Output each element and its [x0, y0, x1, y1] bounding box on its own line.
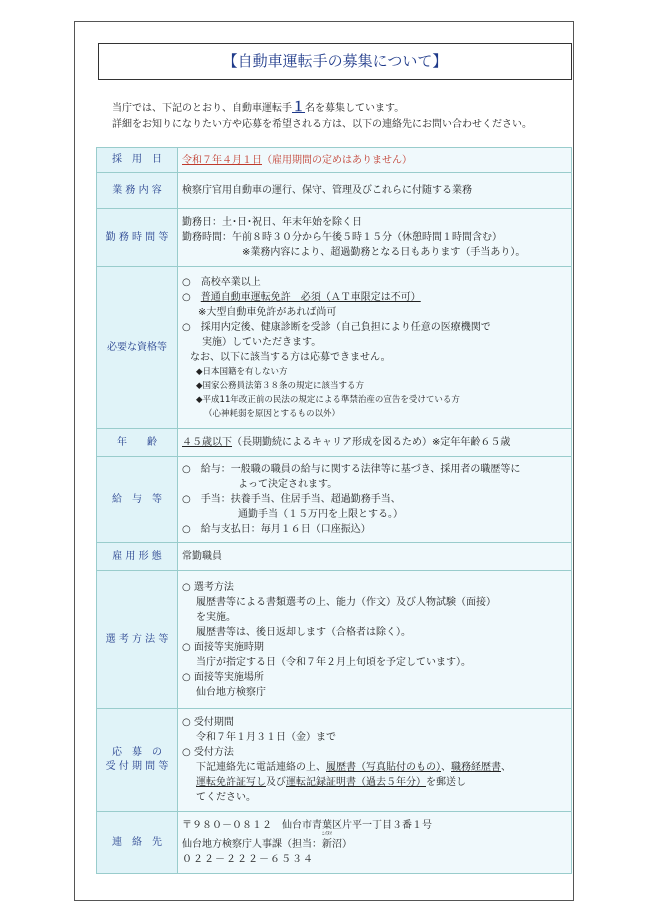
senko-line: を実施。: [196, 611, 236, 623]
license-requirement: 普通自動車運転免許 必須（ＡＴ車限定は不可）: [200, 291, 421, 303]
oubo-text: 下記連絡先に電話連絡の上、: [196, 762, 326, 773]
contact-paren: ）: [342, 839, 352, 850]
kyuyo-line: ○ 手当：扶養手当、住居手当、超過勤務手当、: [182, 494, 401, 505]
senko-line: ○ 面接等実施時期: [182, 641, 264, 653]
shikaku-line: なお、以下に該当する方は応募できません。: [190, 351, 391, 363]
kyuyo-line: ○ 給与支払日：毎月１６日（口座振込）: [182, 524, 371, 535]
application-deadline: 令和７年１月３１日（金）まで: [196, 732, 336, 743]
label-senko: 選 考 方 法 等: [97, 571, 178, 709]
oubo-line: てください。: [196, 792, 256, 803]
row-shikaku: [97, 267, 572, 429]
senko-line: ○ 面接等実施場所: [182, 671, 264, 683]
page-title: 【自動車運転手の募集について】: [98, 43, 572, 80]
kinmu-line: ※業務内容により、超過勤務となる日もあります（手当あり）。: [242, 247, 526, 258]
content-senko: [178, 571, 572, 709]
oubo-text: 及び: [266, 777, 286, 788]
oubo-line: ○ 受付方法: [182, 747, 234, 758]
contact-phone: ０２２－２２２－６５３４: [182, 854, 314, 865]
label-nenrei: 年 齢: [97, 429, 178, 457]
label-saiyo: 採 用 日: [97, 148, 178, 173]
senko-line: ○ 選考方法: [182, 581, 234, 593]
row-saiyo: [97, 148, 572, 173]
shikaku-line: ○ 高校卒業以上: [182, 276, 261, 288]
content-renraku: [178, 812, 572, 874]
label-kyuyo: 給 与 等: [97, 457, 178, 543]
kinmu-line: 勤務時間：午前８時３０分から午後５時１５分（休憩時間１時間含む）: [182, 232, 502, 243]
intro-line2: 詳細をお知りになりたい方や応募を希望される方は、以下の連絡先にお問い合わせください。: [112, 119, 532, 130]
row-kyuyo: [97, 457, 572, 543]
senko-line: 当庁が指定する日（令和７年２月上旬頃を予定しています）。: [196, 656, 471, 668]
contact-department: 仙台地方検察庁人事課（担当：: [182, 839, 322, 850]
recruitment-table: [96, 147, 572, 874]
label-gyomu: 業 務 内 容: [97, 173, 178, 209]
shikaku-line: ※大型自動車免許があれば尚可: [198, 306, 337, 318]
content-gyomu: 検察庁官用自動車の運行、保守、管理及びこれらに付随する業務: [178, 173, 572, 209]
contact-person: [322, 831, 342, 852]
shikaku-line: ◆国家公務員法第３８条の規定に該当する方: [196, 380, 365, 391]
kyuyo-line: ○ 給与：一般職の職員の給与に関する法律等に基づき、採用者の職歴等に: [182, 464, 521, 475]
intro-text: [112, 100, 532, 133]
doc-career-history: 職務経歴書: [451, 762, 501, 773]
contact-person-reading: ﾆｲﾇﾏ: [322, 831, 333, 837]
shikaku-line: ◆平成11年改正前の民法の規定による準禁治産の宣告を受けている方: [196, 394, 460, 405]
row-kinmu: [97, 209, 572, 267]
row-gyomu: [97, 173, 572, 209]
row-nenrei: [97, 429, 572, 457]
label-oubo-line2: 受 付 期 間 等: [105, 761, 169, 772]
row-koyo: [97, 543, 572, 571]
label-koyo: 雇 用 形 態: [97, 543, 178, 571]
shikaku-line: ◆日本国籍を有しない方: [196, 366, 288, 377]
content-nenrei: [178, 429, 572, 457]
doc-resume: 履歴書（写真貼付のもの）: [326, 762, 441, 773]
start-date-note: （雇用期間の定めはありません）: [262, 154, 412, 166]
intro-line1-post: 名を募集しています。: [305, 103, 405, 114]
label-kinmu: 勤 務 時 間 等: [97, 209, 178, 267]
oubo-sep: 、: [501, 762, 511, 773]
senko-line: 履歴書等による書類選考の上、能力（作文）及び人物試験（面接）: [196, 596, 496, 608]
age-note: （長期勤続によるキャリア形成を図るため）※定年年齢６５歳: [232, 437, 511, 448]
start-date: 令和７年４月１日: [182, 154, 262, 166]
intro-line1-pre: 当庁では、下記のとおり、自動車運転手: [112, 103, 292, 114]
kyuyo-line: 通勤手当（１５万円を上限とする。）: [238, 509, 403, 520]
kinmu-line: 勤務日：土･日･祝日、年末年始を除く日: [182, 217, 362, 228]
label-shikaku: 必要な資格等: [97, 267, 178, 429]
oubo-text: を郵送し: [426, 777, 466, 788]
row-renraku: [97, 812, 572, 874]
label-oubo: [97, 709, 178, 812]
label-renraku: 連 絡 先: [97, 812, 178, 874]
oubo-line: ○ 受付期間: [182, 717, 234, 728]
label-oubo-line1: 応 募 の: [112, 747, 162, 758]
content-oubo: [178, 709, 572, 812]
contact-person-name: 新沼: [322, 839, 342, 850]
content-kinmu: [178, 209, 572, 267]
recruit-count: １: [292, 100, 306, 115]
age-limit: ４５歳以下: [182, 437, 232, 448]
content-kyuyo: [178, 457, 572, 543]
content-koyo: 常勤職員: [178, 543, 572, 571]
row-oubo: [97, 709, 572, 812]
senko-line: 履歴書等は、後日返却します（合格者は除く）。: [196, 626, 411, 638]
content-shikaku: [178, 267, 572, 429]
row-senko: [97, 571, 572, 709]
shikaku-line: 実施）していただきます。: [202, 336, 322, 348]
shikaku-line: ○ 採用内定後、健康診断を受診（自己負担により任意の医療機関で: [182, 321, 491, 333]
shikaku-mark: ○: [182, 291, 201, 303]
doc-driving-record: 運転記録証明書（過去５年分）: [286, 777, 426, 788]
oubo-sep: 、: [441, 762, 451, 773]
shikaku-line: （心神耗弱を原因とするもの以外）: [204, 408, 341, 419]
contact-address: 〒９８０－０８１２ 仙台市青葉区片平一丁目３番１号: [182, 820, 432, 831]
content-saiyo: [178, 148, 572, 173]
doc-license-copy: 運転免許証写し: [196, 777, 266, 788]
kyuyo-line: よって決定されます。: [238, 479, 338, 490]
senko-line: 仙台地方検察庁: [196, 686, 266, 698]
